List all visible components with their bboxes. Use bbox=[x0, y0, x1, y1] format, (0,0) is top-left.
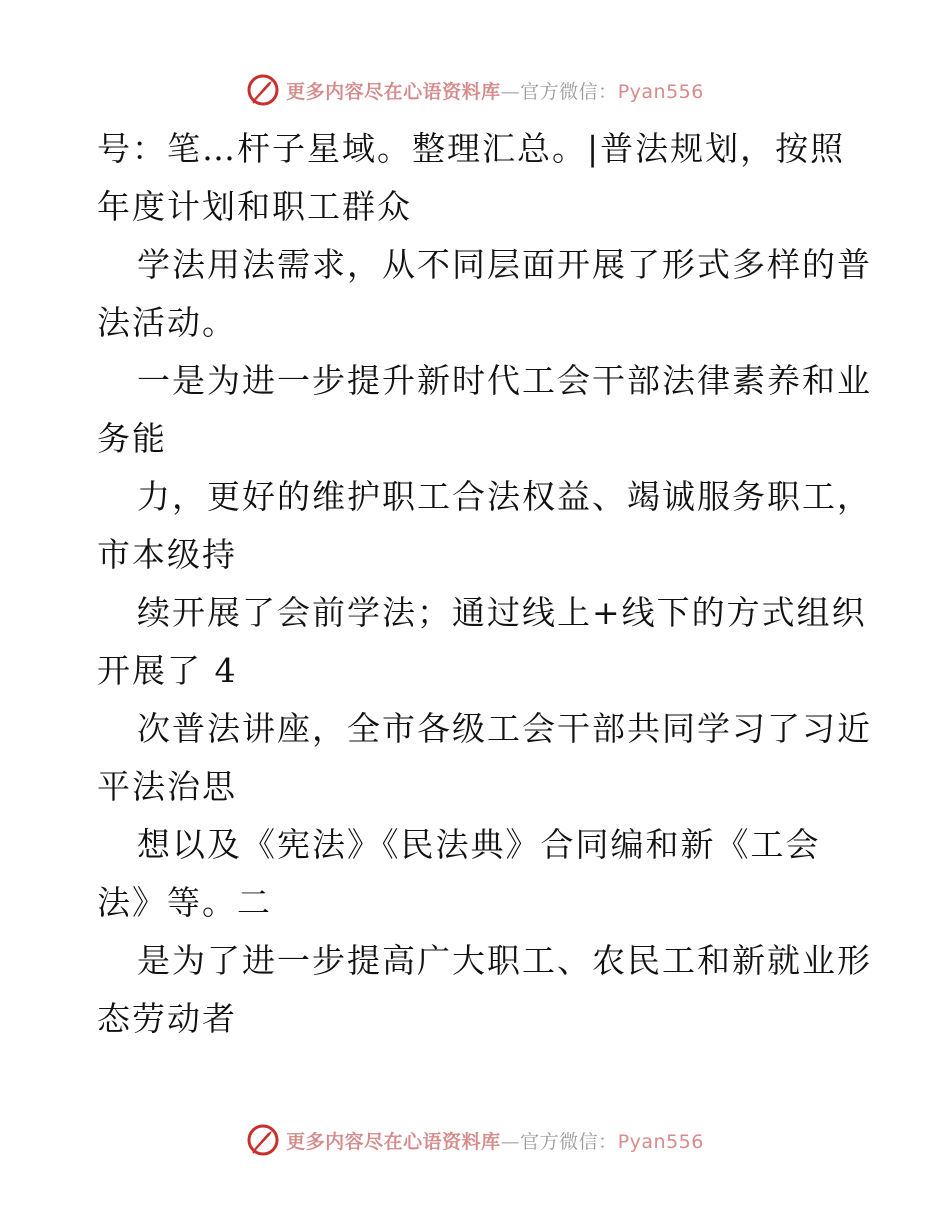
body-line: 市本级持 bbox=[97, 535, 237, 574]
body-line: 次普法讲座，全市各级工会干部共同学习了习近 bbox=[137, 709, 872, 748]
body-line: 号：笔…杆子星域。整理汇总。|普法规划，按照 bbox=[97, 129, 846, 168]
footer-wechat-label: 官方微信： bbox=[520, 1130, 618, 1153]
header-brand: 更多内容尽在心语资料库 bbox=[286, 80, 501, 103]
footer-separator: — bbox=[500, 1130, 521, 1153]
body-line: 法活动。 bbox=[97, 303, 237, 342]
body-line: 力，更好的维护职工合法权益、竭诚服务职工， bbox=[137, 477, 872, 516]
body-line: 是为了进一步提高广大职工、农民工和新就业形 bbox=[137, 941, 872, 980]
body-line: 开展了 4 bbox=[97, 651, 238, 690]
header-watermark bbox=[0, 68, 950, 112]
header-wechat-id: Pyan556 bbox=[617, 80, 704, 103]
body-line: 平法治思 bbox=[97, 767, 237, 806]
body-line: 法》等。二 bbox=[97, 883, 272, 922]
footer-brand: 更多内容尽在心语资料库 bbox=[286, 1130, 501, 1153]
footer-watermark-text bbox=[286, 1127, 704, 1154]
body-line: 务能 bbox=[97, 419, 167, 458]
body-line: 一是为进一步提升新时代工会干部法律素养和业 bbox=[137, 361, 872, 400]
quill-pen-logo-icon bbox=[246, 1123, 280, 1157]
header-separator: — bbox=[500, 80, 521, 103]
body-line: 学法用法需求，从不同层面开展了形式多样的普 bbox=[137, 245, 872, 284]
header-wechat-label: 官方微信： bbox=[520, 80, 618, 103]
body-line: 想以及《宪法》《民法典》合同编和新《工会 bbox=[137, 825, 821, 864]
header-watermark-text bbox=[286, 77, 704, 104]
body-line: 续开展了会前学法；通过线上+线下的方式组织 bbox=[137, 593, 867, 632]
body-line: 年度计划和职工群众 bbox=[97, 187, 412, 226]
footer-watermark bbox=[0, 1118, 950, 1162]
document-body bbox=[97, 120, 872, 1048]
body-line: 态劳动者 bbox=[97, 999, 237, 1038]
footer-wechat-id: Pyan556 bbox=[617, 1130, 704, 1153]
quill-pen-logo-icon bbox=[246, 73, 280, 107]
